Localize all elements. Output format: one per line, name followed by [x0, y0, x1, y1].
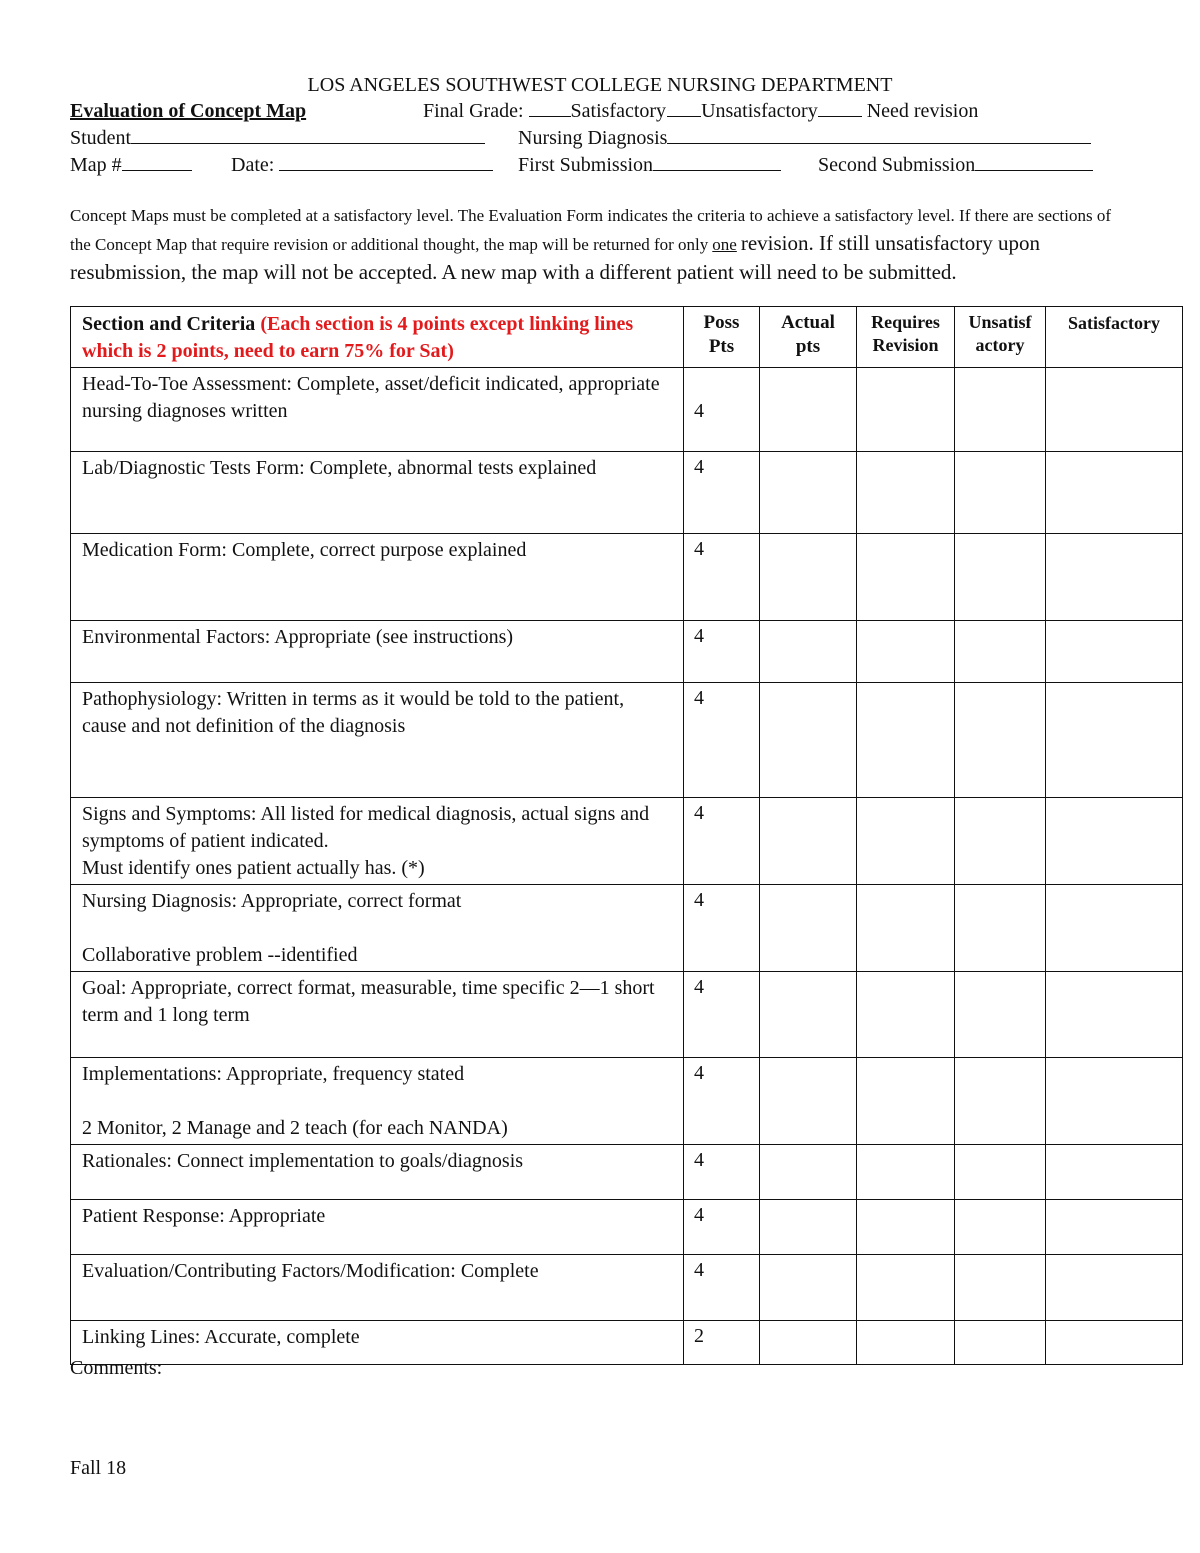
table-row — [71, 534, 1183, 621]
student-label: Student — [70, 127, 132, 149]
satisfactory-cell[interactable] — [1046, 1145, 1183, 1200]
requires-revision-cell[interactable] — [857, 798, 955, 885]
criteria-text-note: 2 Monitor, 2 Manage and 2 teach (for each NANDA) — [82, 1117, 508, 1139]
table-row — [71, 972, 1183, 1058]
map-number-blank[interactable] — [122, 154, 192, 171]
unsatisfactory-cell[interactable] — [955, 621, 1046, 683]
unsatisfactory-cell[interactable] — [955, 452, 1046, 534]
requires-revision-cell[interactable] — [857, 1058, 955, 1145]
instructions-paragraph — [70, 202, 1130, 288]
actual-pts-cell[interactable] — [760, 1255, 857, 1321]
unsatisfactory-cell[interactable] — [955, 885, 1046, 972]
poss-pts-cell: 4 — [684, 885, 760, 972]
map-number-label: Map # — [70, 154, 122, 176]
criteria-text-note: Collaborative problem --identified — [82, 944, 358, 966]
satisfactory-header: Satisfactory — [1046, 307, 1183, 368]
actual-pts-cell[interactable] — [760, 1321, 857, 1365]
unsatisfactory-cell[interactable] — [955, 1255, 1046, 1321]
unsatisfactory-cell[interactable] — [955, 798, 1046, 885]
poss-pts-cell: 4 — [684, 452, 760, 534]
satisfactory-cell[interactable] — [1046, 1058, 1183, 1145]
unsatisfactory-cell[interactable] — [955, 972, 1046, 1058]
actual-pts-cell[interactable] — [760, 368, 857, 452]
section-points-note: (Each section is 4 points except linking lines which is 2 points, need to earn 75% for Sat) — [82, 313, 634, 362]
criteria-cell — [71, 1058, 684, 1145]
criteria-text: Signs and Symptoms: All listed for medical diagnosis, actual signs and symptoms of patient indicated. — [82, 803, 650, 852]
poss-pts-cell: 4 — [684, 534, 760, 621]
requires-revision-cell[interactable] — [857, 534, 955, 621]
student-line — [70, 127, 485, 150]
requires-revision-cell[interactable] — [857, 683, 955, 798]
requires-revision-cell[interactable] — [857, 452, 955, 534]
date-blank[interactable] — [279, 154, 493, 171]
nursing-diagnosis-label: Nursing Diagnosis — [518, 127, 668, 149]
poss-pts-header: Poss Pts — [684, 307, 760, 368]
unsatisfactory-blank[interactable] — [667, 100, 701, 117]
poss-pts-cell: 2 — [684, 1321, 760, 1365]
evaluation-table — [70, 306, 1183, 1365]
final-grade-line — [423, 100, 978, 123]
table-row — [71, 885, 1183, 972]
criteria-text: Environmental Factors: Appropriate (see instructions) — [82, 626, 514, 648]
criteria-text: Goal: Appropriate, correct format, measurable, time specific 2—1 short term and 1 long term — [82, 977, 655, 1026]
actual-pts-cell[interactable] — [760, 534, 857, 621]
table-row — [71, 368, 1183, 452]
satisfactory-cell[interactable] — [1046, 1255, 1183, 1321]
nursing-diagnosis-line — [518, 127, 1091, 150]
first-submission-label: First Submission — [518, 154, 654, 176]
criteria-cell — [71, 1200, 684, 1255]
table-row — [71, 1145, 1183, 1200]
date-line — [231, 154, 493, 177]
unsatisfactory-label: Unsatisfactory — [701, 100, 818, 122]
criteria-text-note: Must identify ones patient actually has. (*) — [82, 857, 425, 879]
instructions-underlined: one — [712, 235, 737, 254]
second-submission-line — [818, 154, 1093, 177]
criteria-cell — [71, 368, 684, 452]
first-submission-line — [518, 154, 781, 177]
poss-pts-cell: 4 — [684, 1145, 760, 1200]
requires-revision-cell[interactable] — [857, 621, 955, 683]
satisfactory-cell[interactable] — [1046, 1321, 1183, 1365]
need-revision-label: Need revision — [866, 100, 979, 122]
criteria-cell — [71, 972, 684, 1058]
final-grade-label: Final Grade: — [423, 100, 524, 122]
requires-revision-cell[interactable] — [857, 885, 955, 972]
criteria-text: Nursing Diagnosis: Appropriate, correct format — [82, 890, 462, 912]
requires-revision-cell[interactable] — [857, 1255, 955, 1321]
criteria-cell — [71, 452, 684, 534]
map-number-line — [70, 154, 192, 177]
poss-pts-cell: 4 — [684, 1255, 760, 1321]
second-submission-blank[interactable] — [975, 154, 1093, 171]
footer-term: Fall 18 — [70, 1457, 127, 1479]
need-revision-blank[interactable] — [818, 100, 862, 117]
unsatisfactory-cell[interactable] — [955, 368, 1046, 452]
poss-pts-cell: 4 — [684, 683, 760, 798]
criteria-text: Lab/Diagnostic Tests Form: Complete, abnormal tests explained — [82, 457, 597, 479]
poss-pts-cell: 4 — [684, 798, 760, 885]
actual-pts-cell[interactable] — [760, 972, 857, 1058]
criteria-text: Patient Response: Appropriate — [82, 1205, 326, 1227]
satisfactory-cell[interactable] — [1046, 1200, 1183, 1255]
satisfactory-cell[interactable] — [1046, 621, 1183, 683]
unsatisfactory-cell[interactable] — [955, 683, 1046, 798]
criteria-text: Head-To-Toe Assessment: Complete, asset/deficit indicated, appropriate nursing diagnoses written — [82, 373, 660, 422]
criteria-text: Linking Lines: Accurate, complete — [82, 1326, 360, 1348]
actual-pts-cell[interactable] — [760, 1058, 857, 1145]
criteria-text: Rationales: Connect implementation to goals/diagnosis — [82, 1150, 524, 1172]
criteria-cell — [71, 683, 684, 798]
requires-revision-header: Requires Revision — [857, 307, 955, 368]
section-criteria-label: Section and Criteria — [82, 313, 256, 335]
satisfactory-blank[interactable] — [529, 100, 571, 117]
section-criteria-header — [71, 307, 684, 368]
requires-revision-cell[interactable] — [857, 972, 955, 1058]
criteria-cell — [71, 885, 684, 972]
satisfactory-cell[interactable] — [1046, 368, 1183, 452]
actual-pts-cell[interactable] — [760, 683, 857, 798]
nursing-diagnosis-blank[interactable] — [667, 127, 1091, 144]
satisfactory-cell[interactable] — [1046, 972, 1183, 1058]
satisfactory-cell[interactable] — [1046, 683, 1183, 798]
table-row — [71, 1058, 1183, 1145]
criteria-text: Implementations: Appropriate, frequency stated — [82, 1063, 465, 1085]
satisfactory-label: Satisfactory — [570, 100, 667, 122]
criteria-text: Pathophysiology: Written in terms as it would be told to the patient, cause and not definition of the diagnosis — [82, 688, 625, 737]
unsatisfactory-header: Unsatisf actory — [955, 307, 1046, 368]
unsatisfactory-cell[interactable] — [955, 1321, 1046, 1365]
requires-revision-cell[interactable] — [857, 1321, 955, 1365]
unsatisfactory-cell[interactable] — [955, 1200, 1046, 1255]
actual-pts-cell[interactable] — [760, 798, 857, 885]
table-row — [71, 1255, 1183, 1321]
satisfactory-cell[interactable] — [1046, 452, 1183, 534]
poss-pts-cell: 4 — [684, 621, 760, 683]
date-label: Date: — [231, 154, 275, 176]
unsatisfactory-cell[interactable] — [955, 534, 1046, 621]
institution-title: LOS ANGELES SOUTHWEST COLLEGE NURSING DEPARTMENT — [307, 74, 893, 96]
instructions-text-2: revision. If still unsatisfactory upon resubmission, the map will not be accepted. A new map with a different patient will need to be submitted. — [70, 231, 1041, 284]
criteria-cell — [71, 1321, 684, 1365]
table-row — [71, 452, 1183, 534]
criteria-cell — [71, 1145, 684, 1200]
comments-label: Comments: — [70, 1357, 163, 1379]
actual-pts-cell[interactable] — [760, 1145, 857, 1200]
unsatisfactory-cell[interactable] — [955, 1058, 1046, 1145]
criteria-cell — [71, 1255, 684, 1321]
criteria-text: Medication Form: Complete, correct purpose explained — [82, 539, 527, 561]
satisfactory-cell[interactable] — [1046, 534, 1183, 621]
poss-pts-cell: 4 — [684, 368, 760, 452]
first-submission-blank[interactable] — [653, 154, 781, 171]
actual-pts-header: Actual pts — [760, 307, 857, 368]
table-row — [71, 1321, 1183, 1365]
criteria-text: Evaluation/Contributing Factors/Modification: Complete — [82, 1260, 539, 1282]
table-row — [71, 798, 1183, 885]
requires-revision-cell[interactable] — [857, 1145, 955, 1200]
satisfactory-cell[interactable] — [1046, 885, 1183, 972]
table-row — [71, 683, 1183, 798]
requires-revision-cell[interactable] — [857, 1200, 955, 1255]
table-header-row — [71, 307, 1183, 368]
actual-pts-cell[interactable] — [760, 885, 857, 972]
actual-pts-cell[interactable] — [760, 452, 857, 534]
poss-pts-cell: 4 — [684, 972, 760, 1058]
table-row — [71, 1200, 1183, 1255]
actual-pts-cell[interactable] — [760, 621, 857, 683]
actual-pts-cell[interactable] — [760, 1200, 857, 1255]
form-title: Evaluation of Concept Map — [70, 100, 307, 122]
unsatisfactory-cell[interactable] — [955, 1145, 1046, 1200]
criteria-cell — [71, 798, 684, 885]
criteria-cell — [71, 534, 684, 621]
student-blank[interactable] — [131, 127, 485, 144]
criteria-cell — [71, 621, 684, 683]
poss-pts-cell: 4 — [684, 1058, 760, 1145]
second-submission-label: Second Submission — [818, 154, 976, 176]
table-row — [71, 621, 1183, 683]
instructions-text-1: Concept Maps must be completed at a satisfactory level. The Evaluation Form indicates the criteria to achieve a satisfactory level. If there are sections of the Concept Map that require revision or additional thought, the map will be returned for only — [70, 206, 1112, 254]
requires-revision-cell[interactable] — [857, 368, 955, 452]
poss-pts-cell: 4 — [684, 1200, 760, 1255]
satisfactory-cell[interactable] — [1046, 798, 1183, 885]
